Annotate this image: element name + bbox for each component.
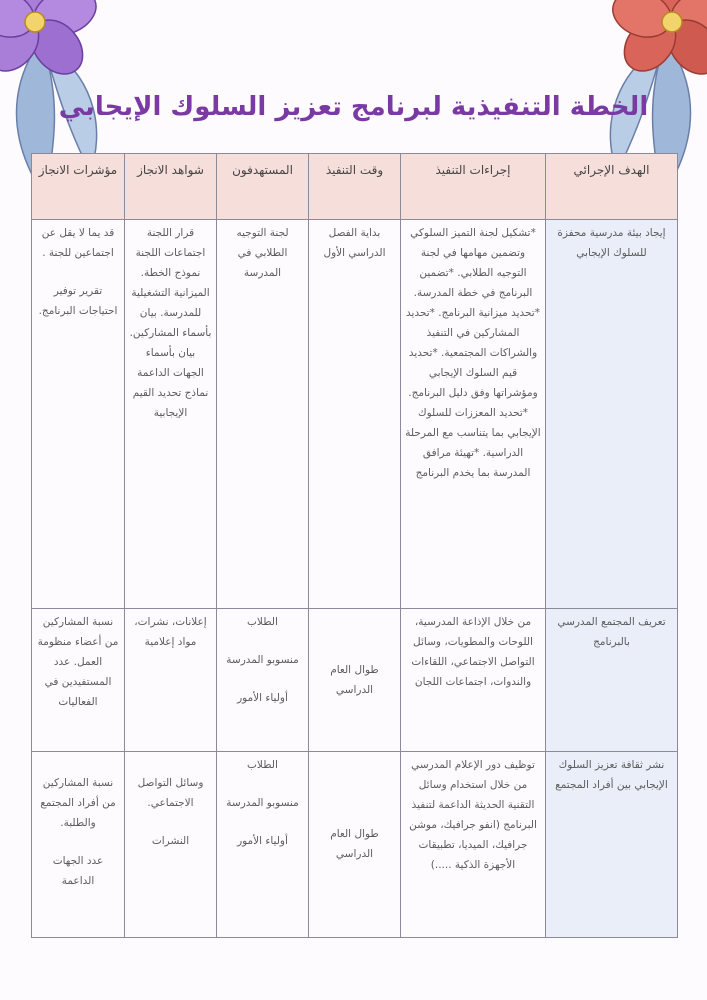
target-text: منسوبو المدرسة (226, 796, 299, 809)
time-cell: طوال العام الدراسي (309, 609, 401, 752)
header-procedures: إجراءات التنفيذ (401, 154, 546, 220)
procedures-cell: توظيف دور الإعلام المدرسي من خلال استخدام وسائل التقنية الحديثة الداعمة لتنفيذ البرنامج (انفو جرافيك، موشن جرافيك، الميديا، تطبيقات الأجهزة الذكية .....) (401, 751, 546, 937)
time-cell: طوال العام الدراسي (309, 751, 401, 937)
target-text: أولياء الأمور (237, 692, 288, 705)
evidence-cell (125, 751, 217, 937)
table-header-row (32, 154, 678, 220)
goal-cell: تعريف المجتمع المدرسي بالبرنامج (546, 609, 678, 752)
evidence-text: وسائل التواصل الاجتماعي. (137, 776, 204, 809)
goal-cell: نشر ثقافة تعزيز السلوك الإيجابي بين أفراد المجتمع (546, 751, 678, 937)
procedures-cell: *تشكيل لجنة التميز السلوكي وتضمين مهامها في لجنة التوجيه الطلابي. *تضمين البرنامج في خطة المدرسة. *تحديد ميزانية البرنامج. *تحديد المشاركين في التنفيذ والشراكات المجتمعية. *تحديد قيم السلوك الإيجابي ومؤشراتها وفق دليل البرنامج. *تحديد المعززات للسلوك الإيجابي بما يتناسب مع المرحلة الدراسية. *تهيئة مرافق المدرسة بما يخدم البرنامج (401, 220, 546, 609)
targets-cell (217, 609, 309, 752)
header-indicators: مؤشرات الانجاز (32, 154, 125, 220)
indicator-text: قد يما لا يقل عن اجتماعين للجنة . (41, 227, 115, 259)
procedures-cell: من خلال الإذاعة المدرسية، اللوحات والمطويات، وسائل التواصل الاجتماعي، اللقاءات والندوات، اجتماعات اللجان (401, 609, 546, 752)
page-title: الخطة التنفيذية لبرنامج تعزيز السلوك الإيجابي (58, 92, 649, 122)
table-row (32, 220, 678, 609)
plan-table (31, 153, 678, 938)
indicator-text: تقرير توفير احتياجات البرنامج. (38, 285, 118, 317)
time-cell: بداية الفصل الدراسي الأول (309, 220, 401, 609)
evidence-cell: قرار اللجنة اجتماعات اللجنة نموذج الخطة. الميزانية التشغيلية للمدرسة. بيان بأسماء المشاركين. بيان بأسماء الجهات الداعمة نماذج تحديد القيم الإيجابية (125, 220, 217, 609)
evidence-cell: إعلانات، نشرات، مواد إعلامية (125, 609, 217, 752)
evidence-text: النشرات (151, 834, 190, 847)
header-targets: المستهدفون (217, 154, 309, 220)
indicator-text: عدد الجهات الداعمة (52, 854, 104, 887)
indicators-cell (32, 220, 125, 609)
target-text: أولياء الأمور (237, 834, 288, 847)
header-time: وقت التنفيذ (309, 154, 401, 220)
header-goal: الهدف الإجرائي (546, 154, 678, 220)
indicators-cell (32, 751, 125, 937)
target-text: الطلاب (247, 758, 278, 771)
targets-cell (217, 751, 309, 937)
table-row (32, 609, 678, 752)
table-row (32, 751, 678, 937)
goal-cell: إيجاد بيئة مدرسية محفزة للسلوك الإيجابي (546, 220, 678, 609)
target-text: الطلاب (247, 616, 278, 629)
header-evidence: شواهد الانجاز (125, 154, 217, 220)
target-text: منسوبو المدرسة (226, 654, 299, 667)
indicator-text: نسبة المشاركين من أفراد المجتمع والطلبة. (40, 776, 116, 829)
indicators-cell: نسبة المشاركين من أعضاء منظومة العمل. عدد المستفيدين في الفعاليات (32, 609, 125, 752)
targets-cell: لجنة التوجيه الطلابي في المدرسة (217, 220, 309, 609)
